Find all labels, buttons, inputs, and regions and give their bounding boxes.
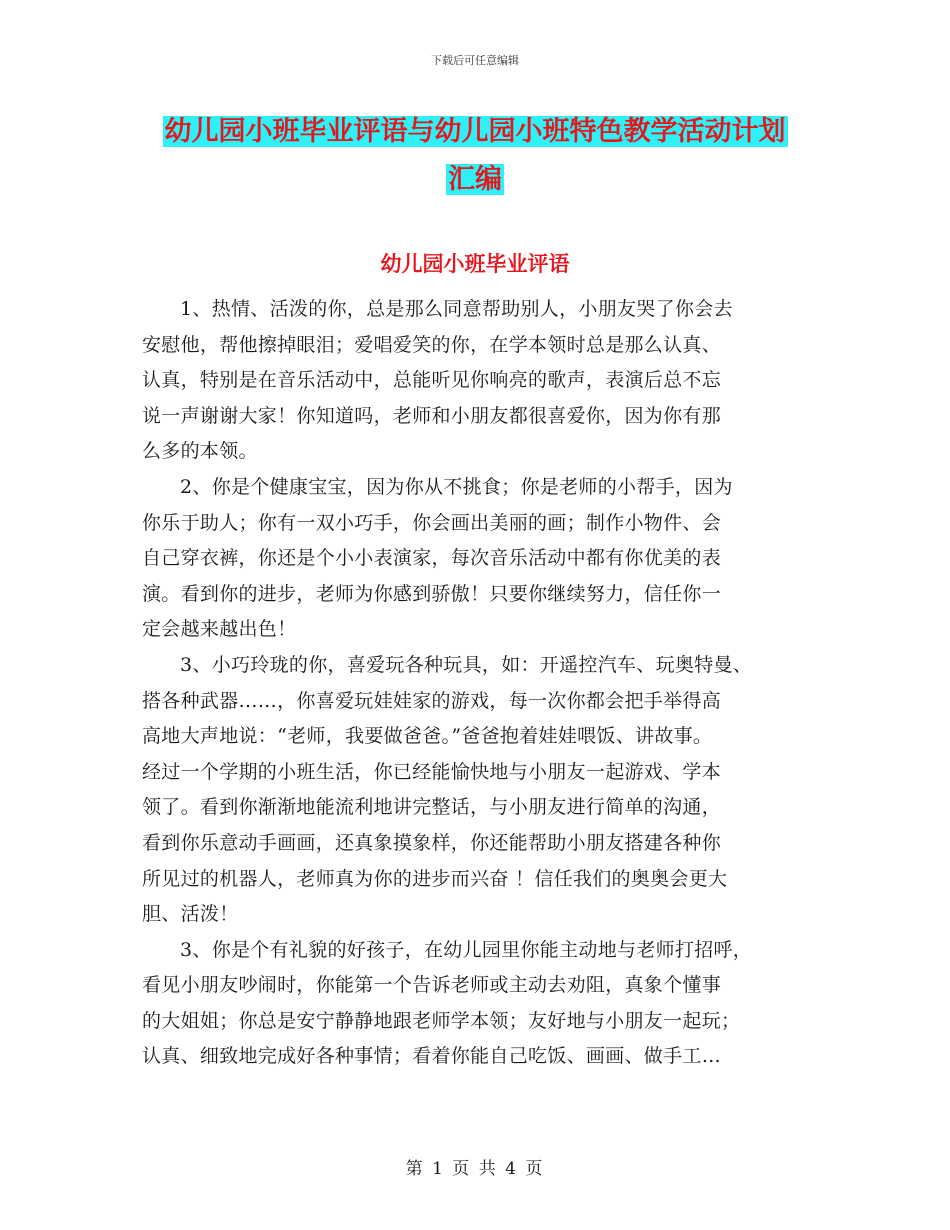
text-line: 胆、活泼！ <box>142 903 239 926</box>
paragraph-4 <box>142 933 822 1075</box>
document-title-line-1: 幼儿园小班毕业评语与幼儿园小班特色教学活动计划 <box>164 116 786 147</box>
text-line: 领了。看到你渐渐地能流利地讲完整话，与小朋友进行简单的沟通， <box>142 796 722 819</box>
page-header-note: 下载后可任意编辑 <box>431 54 519 67</box>
text-line: 认真、细致地完成好各种事情；看着你能自己吃饭、画画、做手工… <box>142 1045 722 1068</box>
paragraph-3 <box>142 648 822 933</box>
text-line: 3、小巧玲珑的你，喜爱玩各种玩具，如：开遥控汽车、玩奥特曼、 <box>180 653 753 676</box>
paragraph-1 <box>142 292 822 470</box>
text-line: 2、你是个健康宝宝，因为你从不挑食；你是老师的小帮手，因为 <box>180 475 733 498</box>
text-line: 说一声谢谢大家！你知道吗，老师和小朋友都很喜爱你，因为你有那 <box>142 404 722 427</box>
document-title-line-2: 汇编 <box>448 164 502 195</box>
text-line: 高地大声地说：“老师，我要做爸爸。”爸爸抱着娃娃喂饭、讲故事。 <box>142 725 713 748</box>
text-line: 所见过的机器人，老师真为你的进步而兴奋 ！信任我们的奥奥会更大 <box>142 867 728 890</box>
text-line: 搭各种武器……，你喜爱玩娃娃家的游戏，每一次你都会把手举得高 <box>142 689 722 712</box>
text-line: 1、热情、活泼的你，总是那么同意帮助别人，小朋友哭了你会去 <box>180 298 733 320</box>
text-line: 你乐于助人；你有一双小巧手，你会画出美丽的画；制作小物件、会 <box>142 511 722 534</box>
text-line: 定会越来越出色！ <box>142 618 297 641</box>
text-line: 认真，特别是在音乐活动中，总能听见你响亮的歌声，表演后总不忘 <box>142 369 722 392</box>
text-line: 自己穿衣裤，你还是个小小表演家，每次音乐活动中都有你优美的表 <box>142 547 722 570</box>
text-line: 看到你乐意动手画画，还真象摸象样，你还能帮助小朋友搭建各种你 <box>142 831 722 854</box>
section-title: 幼儿园小班毕业评语 <box>380 252 570 276</box>
document-title <box>140 108 810 204</box>
text-line: 演。看到你的进步，老师为你感到骄傲！只要你继续努力，信任你一 <box>142 582 722 605</box>
page-number-footer: 第 1 页 共 4 页 <box>405 1159 545 1179</box>
document-body <box>142 292 822 1075</box>
text-line: 么多的本领。 <box>142 440 258 463</box>
text-line: 经过一个学期的小班生活，你已经能愉快地与小朋友一起游戏、学本 <box>142 760 722 783</box>
paragraph-2 <box>142 470 822 648</box>
text-line: 的大姐姐；你总是安宁静静地跟老师学本领；友好地与小朋友一起玩； <box>142 1009 741 1032</box>
text-line: 3、你是个有礼貌的好孩子，在幼儿园里你能主动地与老师打招呼， <box>180 938 753 961</box>
text-line: 安慰他，帮他擦掉眼泪；爱唱爱笑的你，在学本领时总是那么认真、 <box>142 333 722 356</box>
text-line: 看见小朋友吵闹时，你能第一个告诉老师或主动去劝阻，真象个懂事 <box>142 974 722 997</box>
